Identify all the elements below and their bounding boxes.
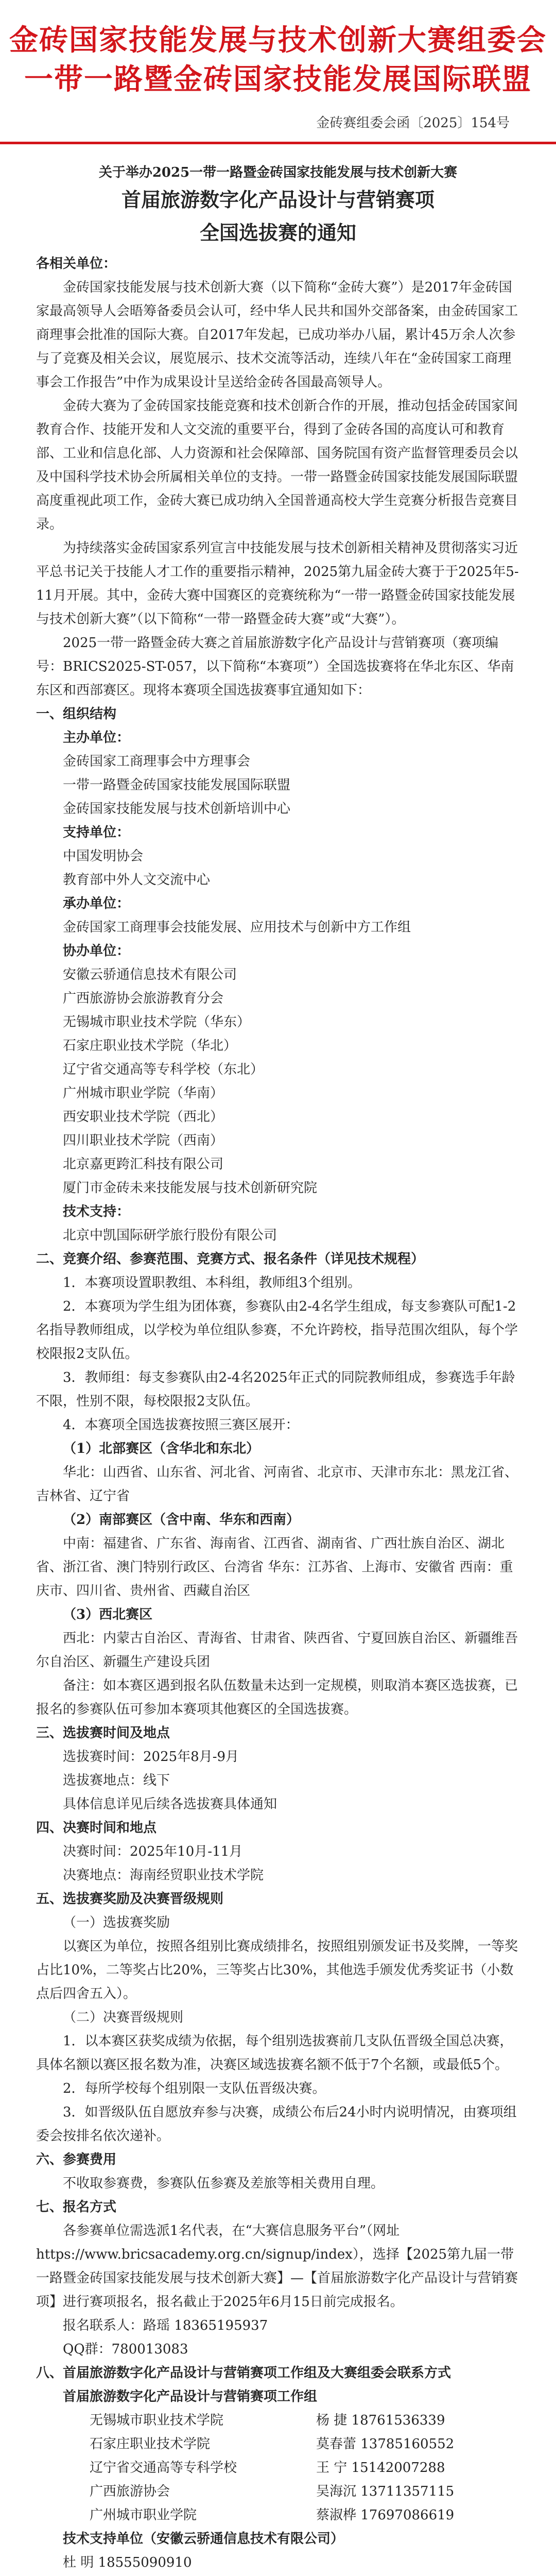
signup-contact[interactable]: 路瑶 18365195937 (143, 2318, 268, 2333)
undertake-label: 承办单位： (63, 896, 130, 911)
salutation: 各相关单位： (36, 256, 117, 272)
document-number: 金砖赛组委会函〔2025〕154号 (316, 115, 510, 131)
section-heading-1: 一、组织结构 (36, 706, 117, 722)
region-north-title: （1）北部赛区（含华北和东北） (63, 1441, 260, 1456)
title-main-2: 全国选拔赛的通知 (199, 221, 356, 244)
coorganizer-item: 广州城市职业学院（华南） (63, 1086, 224, 1101)
promotion-rule: 2．每所学校每个组别限一支队伍晋级决赛。 (63, 2081, 326, 2096)
qq-group-number[interactable]: 780013083 (111, 2342, 188, 2357)
promotion-rule: 3．如晋级队伍自愿放弃参与决赛，成绩公布后24小时内说明情况，由赛项组委会按排名依次递补。 (36, 2105, 517, 2144)
region-south-title: （2）南部赛区（含中南、华东和西南） (63, 1512, 300, 1528)
section-heading-6: 六、参赛费用 (36, 2152, 117, 2167)
section-heading-4: 四、决赛时间和地点 (36, 1820, 157, 1836)
working-group-label: 首届旅游数字化产品设计与营销赛项工作组 (63, 2389, 318, 2404)
coorganizer-item: 西安职业技术学院（西北） (63, 1109, 224, 1125)
host-label: 主办单位： (63, 730, 130, 745)
section-heading-3: 三、选拔赛时间及地点 (36, 1725, 170, 1741)
selection-place: 选拔赛地点：线下 (63, 1773, 170, 1788)
intro-paragraph: 金砖国家技能发展与技术创新大赛（以下简称“金砖大赛”）是2017年金砖国家最高领导人会晤筹备委员会认可，经中华人民共和国外交部备案，由金砖国家工商理事会批准的国际大赛。自2017年发起，已成功举办八届，累计45万余人次参与了竞赛及相关会议，展览展示、技术交流等活动，连续八年在“金砖国家工商理事会工作报告”中作为成果设计呈送给金砖各国最高领导人。 (36, 280, 518, 390)
undertake-item: 金砖国家工商理事会技能发展、应用技术与创新中方工作组 (63, 920, 411, 935)
qq-group-label: QQ群： (63, 2342, 112, 2357)
fee-text: 不收取参赛费，参赛队伍参赛及差旅等相关费用自理。 (63, 2176, 385, 2191)
support-item: 教育部中外人文交流中心 (63, 872, 211, 888)
award-subheading: （一）选拔赛奖励 (63, 1915, 170, 1930)
final-time: 决赛时间：2025年10月-11月 (63, 1844, 243, 1859)
signup-instructions: 各参赛单位需选派1名代表，在“大赛信息服务平台”（网址 https://www.bricsacademy.org.cn/signup/index），选择【2025第九届一带一路暨金砖国家技能发展与技术创新大赛】—【首届旅游数字化产品设计与营销赛项】进行赛项报名，报名截止于2025年6月15日前完成报名。 (36, 2223, 518, 2310)
coorganizer-item: 无锡城市职业技术学院（华东） (63, 1014, 251, 1030)
signup-contact-label: 报名联系人： (63, 2318, 144, 2333)
coorganizer-item: 辽宁省交通高等专科学校（东北） (63, 1062, 264, 1077)
intro-paragraph: 2025一带一路暨金砖大赛之首届旅游数字化产品设计与营销赛项（赛项编号：BRICS2025-ST-057，以下简称“本赛项”）全国选拔赛将在华北东区、华南东区和西部赛区。现将本赛项全国选拔赛事宜通知如下： (36, 635, 514, 698)
working-group-contact: 广西旅游协会 吴海沉 13711357115 (90, 2484, 455, 2499)
coorganizer-item: 安徽云骄通信息技术有限公司 (63, 967, 237, 982)
host-item: 一带一路暨金砖国家技能发展国际联盟 (63, 777, 291, 793)
award-rule: 以赛区为单位，按照各组别比赛成绩排名，按照组别颁发证书及奖牌，一等奖占比10%，二等奖占比20%，三等奖占比30%，其他选手颁发优秀奖证书（小数点后四舍五入）。 (36, 1939, 518, 2002)
support-item: 中国发明协会 (63, 849, 144, 864)
region-note: 备注：如本赛区遇到报名队伍数量未达到一定规模，则取消本赛区选拔赛，已报名的参赛队伍可参加本赛项其他赛区的全国选拔赛。 (36, 1678, 518, 1717)
coorganizer-item: 广西旅游协会旅游教育分会 (63, 991, 224, 1006)
host-item: 金砖国家技能发展与技术创新培训中心 (63, 801, 291, 817)
working-group-contact: 广州城市职业学院 蔡淑桦 17697086619 (90, 2507, 455, 2523)
notice-body (0, 247, 556, 2576)
letterhead (0, 0, 556, 99)
final-place: 决赛地点：海南经贸职业技术学院 (63, 1868, 264, 1883)
section-heading-5: 五、选拔赛奖励及决赛晋级规则 (36, 1891, 224, 1907)
coorganizer-item: 北京嘉更跨汇科技有限公司 (63, 1157, 224, 1172)
promotion-subheading: （二）决赛晋级规则 (63, 2010, 184, 2025)
rule-item: 4．本赛项全国选拔赛按照三赛区展开： (63, 1417, 299, 1433)
intro-paragraph: 金砖大赛为了金砖国家技能竞赛和技术创新合作的开展，推动包括金砖国家间教育合作、技能开发和人文交流的重要平台，得到了金砖各国的高度认可和教育部、工业和信息化部、人力资源和社会保障部、国务院国有资产监督管理委员会以及中国科学技术协会所属相关单位的支持。一带一路暨金砖国家技能发展国际联盟高度重视此项工作，金砖大赛已成功纳入全国普通高校大学生竞赛分析报告竞赛目录。 (36, 398, 518, 532)
section-heading-8: 八、首届旅游数字化产品设计与营销赛项工作组及大赛组委会联系方式 (36, 2365, 451, 2381)
region-west-title: （3）西北赛区 (63, 1607, 153, 1622)
rule-item: 3．教师组：每支参赛队由2-4名2025年正式的同院教师组成，参赛选手年龄不限，性别不限，每校限报2支队伍。 (36, 1370, 515, 1409)
tech-support-item: 北京中凯国际研学旅行股份有限公司 (63, 1228, 277, 1243)
coorganizer-item: 石家庄职业技术学院（华北） (63, 1038, 237, 1054)
tech-contact[interactable]: 杜 明 18555090910 (63, 2555, 192, 2570)
title-main-1: 首届旅游数字化产品设计与营销赛项 (121, 188, 435, 211)
selection-detail: 具体信息详见后续各选拔赛具体通知 (63, 1797, 277, 1812)
region-north-provinces: 华北：山西省、山东省、河北省、河南省、北京市、天津市东北：黑龙江省、吉林省、辽宁省 (36, 1465, 518, 1504)
coorganizer-label: 协办单位： (63, 943, 130, 959)
region-south-provinces: 中南：福建省、广东省、海南省、江西省、湖南省、广西壮族自治区、湖北省、浙江省、澳门特别行政区、台湾省 华东：江苏省、上海市、安徽省 西南：重庆市、四川省、贵州省、西藏自治区 (36, 1536, 513, 1599)
coorganizer-item: 四川职业技术学院（西南） (63, 1133, 224, 1148)
host-item: 金砖国家工商理事会中方理事会 (63, 754, 251, 769)
region-west-provinces: 西北：内蒙古自治区、青海省、甘肃省、陕西省、宁夏回族自治区、新疆维吾尔自治区、新疆生产建设兵团 (36, 1631, 518, 1670)
section-heading-7: 七、报名方式 (36, 2199, 117, 2215)
title-subtitle: 关于举办2025一带一路暨金砖国家技能发展与技术创新大赛 (98, 165, 458, 180)
working-group-contact: 辽宁省交通高等专科学校 王 宁 15142007288 (90, 2460, 445, 2476)
tech-support-label: 技术支持： (63, 1204, 130, 1219)
working-group-contact: 无锡城市职业技术学院 杨 捷 18761536339 (90, 2413, 445, 2428)
rule-item: 2．本赛项为学生组为团体赛，参赛队由2-4名学生组成，每支参赛队可配1-2名指导教师组成，以学校为单位组队参赛，不允许跨校，指导范围次组队，每个学校限报2支队伍。 (36, 1299, 518, 1362)
coorganizer-item: 厦门市金砖未来技能发展与技术创新研究院 (63, 1180, 318, 1196)
support-label: 支持单位： (63, 825, 130, 840)
intro-paragraph: 为持续落实金砖国家系列宣言中技能发展与技术创新相关精神及贯彻落实习近平总书记关于技能人才工作的重要指示精神，2025第九届金砖大赛于于2025年5-11月开展。其中，金砖大赛中国赛区的竞赛统称为“一带一路暨金砖国家技能发展与技术创新大赛”（以下简称“一带一路暨金砖大赛”或“大赛”）。 (36, 540, 519, 627)
tech-contact-label: 技术支持单位（安徽云骄通信息技术有限公司） (63, 2531, 344, 2547)
selection-time: 选拔赛时间：2025年8月-9月 (63, 1749, 239, 1765)
org-line-1: 金砖国家技能发展与技术创新大赛组委会 (9, 23, 547, 57)
org-line-2: 一带一路暨金砖国家技能发展国际联盟 (24, 62, 532, 96)
section-heading-2: 二、竞赛介绍、参赛范围、竞赛方式、报名条件（详见技术规程） (36, 1251, 425, 1267)
red-divider (0, 142, 556, 144)
promotion-rule: 1．以本赛区获奖成绩为依据，每个组别选拔赛前几支队伍晋级全国总决赛，具体名额以赛区报名数为准，决赛区域选拔赛名额不低于7个名额，或最低5个。 (36, 2033, 513, 2073)
rule-item: 1．本赛项设置职教组、本科组，教师组3个组别。 (63, 1275, 361, 1291)
working-group-contact: 石家庄职业技术学院 莫春蕾 13785160552 (90, 2436, 455, 2452)
